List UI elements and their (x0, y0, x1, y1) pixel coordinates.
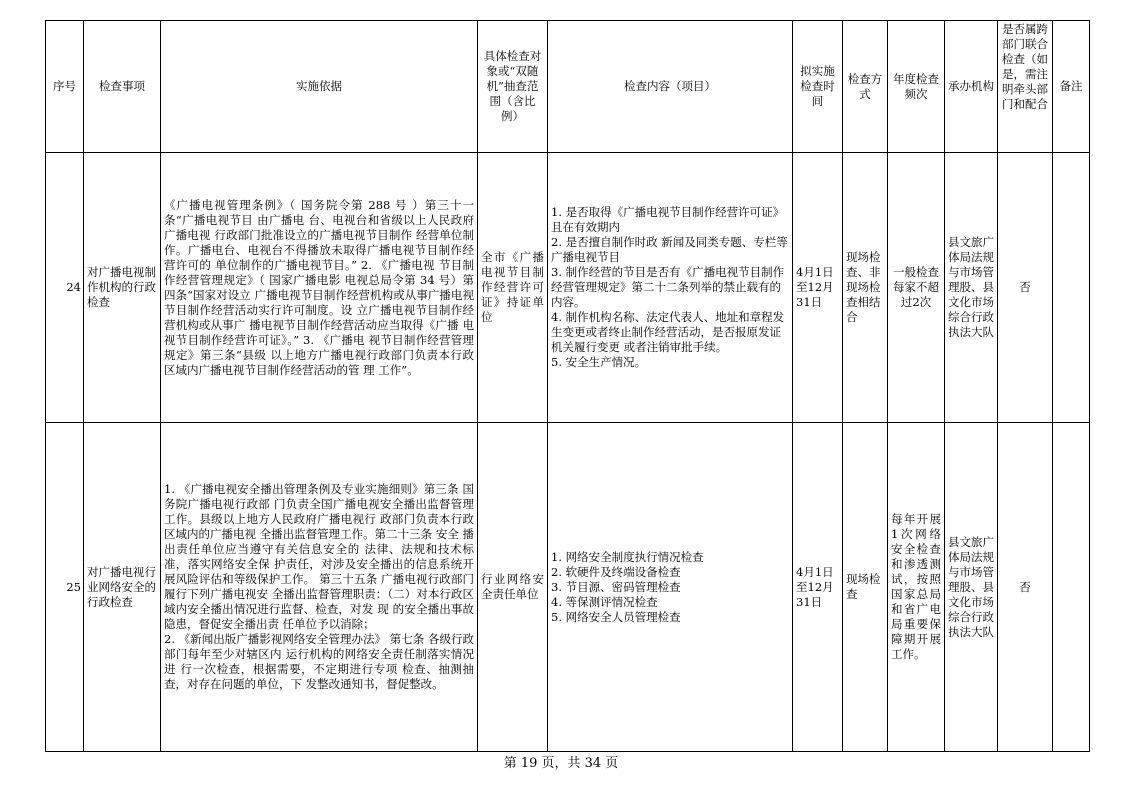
row-note (1053, 423, 1090, 752)
row-org: 县文旅广体局法规与市场管理股、县文化市场综合行政执法大队 (945, 153, 998, 423)
header-row (46, 21, 1090, 153)
row-time: 4月1日至12月31日 (793, 153, 843, 423)
row-basis: 1. 《广播电视安全播出管理条例及专业实施细则》第三条 国务院广播电视行政部 门负责全国广播电视安全播出监督管理 工作。县级以上地方人民政府广播电视行 政部门负责本行政区域内的广播电视 全播出监督管理工作。第二十三条 安全 播出责任单位应当遵守有关信息安全的 法律、法规和技术标准，落实网络安全保 护责任，对涉及安全播出的信息系统开展风险评估和等级保护工作。 第三十五条 广播电视行政部门履行下列广播电视安 全播出监督管理职责：（二）对本行政区域内安全播出情况进行监督、检查，对发 现 的安全播出事故隐患，督促安全播出责 任单位予以消除； 2. 《新闻出版广播影视网络安全管理办法》 第七条 各级行政部门每年至少对辖区内 运行机构的网络安全责任制落实情况进 行一次检查，根据需要，不定期进行专项 检查、抽测抽查，对存在问题的单位，下 发整改通知书，督促整改。 (161, 423, 478, 752)
header-method: 检查方式 (843, 21, 888, 153)
table-row (46, 423, 1090, 752)
content-line: 5. 网络安全人员管理检查 (551, 609, 681, 624)
header-note: 备注 (1053, 21, 1090, 153)
content-line: 1. 是否取得《广播电视节目制作经营许可证》且在有效期内 (551, 205, 785, 234)
content-line: 1. 网络安全制度执行情况检查 (551, 549, 704, 564)
header-time: 拟实施检查时间 (793, 21, 843, 153)
row-content (548, 423, 793, 752)
header-seq: 序号 (46, 21, 84, 153)
header-joint: 是否属跨部门联合检查（如是，需注明牵头部门和配合 (998, 21, 1053, 153)
row-freq: 每年开展1次网络安全检查和渗透测试，按照国家总局和省广电局重要保障期开展工作。 (888, 423, 945, 752)
row-seq: 25 (46, 423, 84, 752)
row-freq: 一般检查每家不超过2次 (888, 153, 945, 423)
inspection-table (45, 20, 1090, 752)
content-line: 3. 节目源、密码管理检查 (551, 579, 681, 594)
row-method: 现场检查、非现场检查相结合 (843, 153, 888, 423)
row-method: 现场检查 (843, 423, 888, 752)
content-line: 2. 软硬件及终端设备检查 (551, 564, 681, 579)
content-line: 4. 等保测评情况检查 (551, 594, 658, 609)
header-org: 承办机构 (945, 21, 998, 153)
row-object: 行业网络安全责任单位 (478, 423, 548, 752)
row-object: 全市《广播电视节目制作经营许可证》持证单位 (478, 153, 548, 423)
content-line: 5. 安全生产情况。 (551, 355, 647, 369)
row-org: 县文旅广体局法规与市场管理股、县文化市场综合行政执法大队 (945, 423, 998, 752)
row-content (548, 153, 793, 423)
row-basis: 《广播电视管理条例》（ 国务院令第 288 号 ）第三十一条“广播电视节目 由广播电 台、电视台和省级以上人民政府广播电视 行政部门批准设立的广播电视节目制作 经营单位制作。广播电台、电视台不得播放未取得广播电视节目制作经营许可的 单位制作的广播电视节目。” 2. 《广播电视 节目制作经营管理规定》（ 国家广播电影 电视总局令第 34 号）第四条“国家对设立 广播电视节目制作经营机构或从事广播电视节目制作经营活动实行许可制度。设 立广播电视节目制作经营机构或从事广 播电视节目制作经营活动应当取得《广播 电视节目制作经营许可证》。” 3. 《广播电 视节目制作经营管理规定》第三条“县级 以上地方广播电视行政部门负责本行政 区域内广播电视节目制作经营活动的管 理 工作”。 (161, 153, 478, 423)
row-note (1053, 153, 1090, 423)
content-line: 3. 制作经营的节目是否有《广播电视节目制作经营管理规定》第二十二条列举的禁止载有的内容。 (551, 265, 785, 309)
header-item: 检查事项 (84, 21, 161, 153)
header-basis: 实施依据 (161, 21, 478, 153)
header-object: 具体检查对象或“双随机”抽查范围（含比例） (478, 21, 548, 153)
row-seq: 24 (46, 153, 84, 423)
content-line: 4. 制作机构名称、法定代表人、地址和章程发生变更或者终止制作经营活动，是否报原发证机关履行变更 或者注销审批手续。 (551, 310, 785, 354)
content-line: 2. 是否擅自制作时政 新闻及同类专题、专栏等广播电视节目 (551, 235, 788, 264)
row-item: 对广播电视制作机构的行政检查 (84, 153, 161, 423)
row-time: 4月1日至12月31日 (793, 423, 843, 752)
table-row (46, 153, 1090, 423)
row-item: 对广播电视行业网络安全的行政检查 (84, 423, 161, 752)
page-footer: 第 19 页，共 34 页 (503, 756, 619, 771)
header-freq: 年度检查频次 (888, 21, 945, 153)
header-content: 检查内容（项目） (548, 21, 793, 153)
row-joint: 否 (998, 153, 1053, 423)
row-joint: 否 (998, 423, 1053, 752)
